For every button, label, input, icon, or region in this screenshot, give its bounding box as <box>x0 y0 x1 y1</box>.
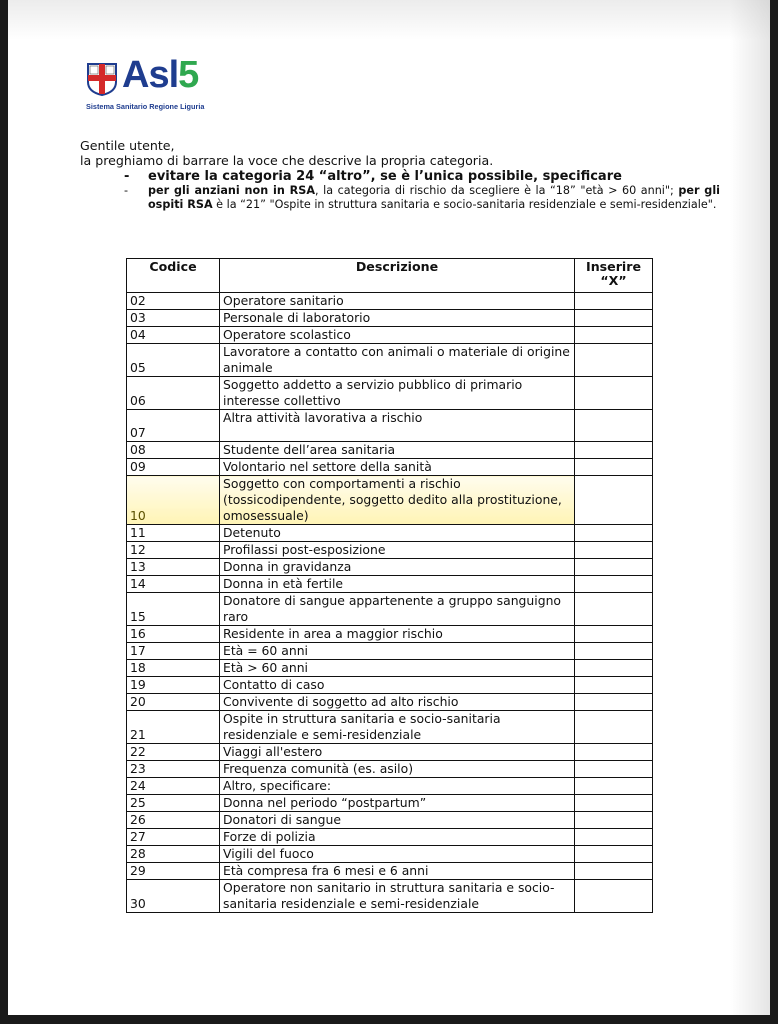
row-description: Residente in area a maggior rischio <box>220 626 575 643</box>
row-description: Donatori di sangue <box>220 812 575 829</box>
table-row <box>127 846 653 863</box>
mark-cell[interactable] <box>575 559 653 576</box>
asl5-logo <box>86 54 256 116</box>
mark-cell[interactable] <box>575 576 653 593</box>
row-code: 17 <box>127 643 220 660</box>
instructions-list <box>80 169 720 212</box>
row-code: 03 <box>127 310 220 327</box>
table-row <box>127 542 653 559</box>
table-row <box>127 442 653 459</box>
table-row <box>127 459 653 476</box>
table-row <box>127 293 653 310</box>
row-description: Vigili del fuoco <box>220 846 575 863</box>
row-code: 11 <box>127 525 220 542</box>
table-row <box>127 643 653 660</box>
mark-cell[interactable] <box>575 711 653 744</box>
row-description: Età = 60 anni <box>220 643 575 660</box>
table-row <box>127 410 653 442</box>
mark-cell[interactable] <box>575 778 653 795</box>
table-row-highlighted <box>127 476 653 525</box>
row-code: 24 <box>127 778 220 795</box>
row-code: 22 <box>127 744 220 761</box>
mark-cell[interactable] <box>575 829 653 846</box>
mark-cell[interactable] <box>575 459 653 476</box>
row-code: 02 <box>127 293 220 310</box>
table-row <box>127 863 653 880</box>
intro-text <box>80 138 720 212</box>
row-description: Soggetto con comportamenti a rischio (tossicodipendente, soggetto dedito alla prostituzione, omosessuale) <box>220 476 575 525</box>
request-text: la preghiamo di barrare la voce che descrive la propria categoria. <box>80 153 494 168</box>
table-row <box>127 880 653 913</box>
mark-cell[interactable] <box>575 593 653 626</box>
row-description: Donatore di sangue appartenente a gruppo sanguigno raro <box>220 593 575 626</box>
mark-cell[interactable] <box>575 880 653 913</box>
row-description: Contatto di caso <box>220 677 575 694</box>
row-code: 21 <box>127 711 220 744</box>
table-row <box>127 525 653 542</box>
mark-cell[interactable] <box>575 626 653 643</box>
table-row <box>127 829 653 846</box>
row-description: Operatore non sanitario in struttura sanitaria e socio-sanitaria residenziale e semi-residenziale <box>220 880 575 913</box>
instruction-item: - per gli anziani non in RSA, la categoria di rischio da scegliere è la “18” "età > 60 anni"; per gli ospiti RSA è la “21” "Ospite in struttura sanitaria e socio-sanitaria residenziale e semi-residenziale". <box>124 184 720 211</box>
row-description: Studente dell’area sanitaria <box>220 442 575 459</box>
mark-cell[interactable] <box>575 846 653 863</box>
row-description: Ospite in struttura sanitaria e socio-sanitaria residenziale e semi-residenziale <box>220 711 575 744</box>
row-description: Soggetto addetto a servizio pubblico di primario interesse collettivo <box>220 377 575 410</box>
row-code: 05 <box>127 344 220 377</box>
row-code: 06 <box>127 377 220 410</box>
mark-cell[interactable] <box>575 525 653 542</box>
logo-wordmark: Asl5 <box>122 54 199 96</box>
row-code: 07 <box>127 410 220 442</box>
row-description: Donna in gravidanza <box>220 559 575 576</box>
mark-cell[interactable] <box>575 377 653 410</box>
header-code: Codice <box>127 259 220 293</box>
row-code: 12 <box>127 542 220 559</box>
row-description: Profilassi post-esposizione <box>220 542 575 559</box>
mark-cell[interactable] <box>575 812 653 829</box>
row-description: Altro, specificare: <box>220 778 575 795</box>
table-row <box>127 677 653 694</box>
table-row <box>127 593 653 626</box>
header-description: Descrizione <box>220 259 575 293</box>
row-code: 29 <box>127 863 220 880</box>
row-description: Donna nel periodo “postpartum” <box>220 795 575 812</box>
mark-cell[interactable] <box>575 795 653 812</box>
row-description: Operatore scolastico <box>220 327 575 344</box>
row-code: 20 <box>127 694 220 711</box>
row-description: Operatore sanitario <box>220 293 575 310</box>
table-row <box>127 812 653 829</box>
row-code: 08 <box>127 442 220 459</box>
row-code: 09 <box>127 459 220 476</box>
row-code: 04 <box>127 327 220 344</box>
mark-cell[interactable] <box>575 660 653 677</box>
table-row <box>127 327 653 344</box>
mark-cell[interactable] <box>575 344 653 377</box>
row-description: Personale di laboratorio <box>220 310 575 327</box>
mark-cell[interactable] <box>575 863 653 880</box>
mark-cell[interactable] <box>575 744 653 761</box>
mark-cell[interactable] <box>575 327 653 344</box>
table-row <box>127 711 653 744</box>
row-code: 30 <box>127 880 220 913</box>
row-description: Volontario nel settore della sanità <box>220 459 575 476</box>
row-description: Forze di polizia <box>220 829 575 846</box>
row-description: Altra attività lavorativa a rischio <box>220 410 575 442</box>
row-code: 27 <box>127 829 220 846</box>
mark-cell[interactable] <box>575 410 653 442</box>
document-page <box>8 0 770 1015</box>
table-row <box>127 744 653 761</box>
table-row <box>127 795 653 812</box>
row-code: 15 <box>127 593 220 626</box>
row-code: 18 <box>127 660 220 677</box>
mark-cell[interactable] <box>575 694 653 711</box>
greeting: Gentile utente, <box>80 138 175 153</box>
instruction-item: - evitare la categoria 24 “altro”, se è l’unica possibile, specificare <box>124 169 622 184</box>
mark-cell[interactable] <box>575 476 653 525</box>
table-row <box>127 660 653 677</box>
mark-cell[interactable] <box>575 442 653 459</box>
row-code: 14 <box>127 576 220 593</box>
table-row <box>127 694 653 711</box>
row-description: Età > 60 anni <box>220 660 575 677</box>
mark-cell[interactable] <box>575 761 653 778</box>
row-code: 25 <box>127 795 220 812</box>
liguria-shield-icon <box>86 62 118 96</box>
mark-cell[interactable] <box>575 677 653 694</box>
table-header-row <box>127 259 653 293</box>
row-description: Frequenza comunità (es. asilo) <box>220 761 575 778</box>
table-row <box>127 377 653 410</box>
table-row <box>127 576 653 593</box>
table-row <box>127 626 653 643</box>
table-row <box>127 778 653 795</box>
logo-tagline: Sistema Sanitario Regione Liguria <box>86 102 205 111</box>
mark-cell[interactable] <box>575 542 653 559</box>
row-code: 10 <box>127 476 220 525</box>
row-code: 28 <box>127 846 220 863</box>
mark-cell[interactable] <box>575 310 653 327</box>
mark-cell[interactable] <box>575 293 653 310</box>
row-code: 26 <box>127 812 220 829</box>
row-code: 19 <box>127 677 220 694</box>
row-code: 13 <box>127 559 220 576</box>
row-description: Viaggi all'estero <box>220 744 575 761</box>
mark-cell[interactable] <box>575 643 653 660</box>
table-row <box>127 559 653 576</box>
header-mark: Inserire “X” <box>575 259 653 293</box>
row-description: Detenuto <box>220 525 575 542</box>
table-row <box>127 344 653 377</box>
category-table <box>126 258 653 913</box>
row-description: Donna in età fertile <box>220 576 575 593</box>
table-row <box>127 761 653 778</box>
row-description: Convivente di soggetto ad alto rischio <box>220 694 575 711</box>
row-code: 16 <box>127 626 220 643</box>
row-description: Lavoratore a contatto con animali o materiale di origine animale <box>220 344 575 377</box>
table-row <box>127 310 653 327</box>
row-code: 23 <box>127 761 220 778</box>
row-description: Età compresa fra 6 mesi e 6 anni <box>220 863 575 880</box>
